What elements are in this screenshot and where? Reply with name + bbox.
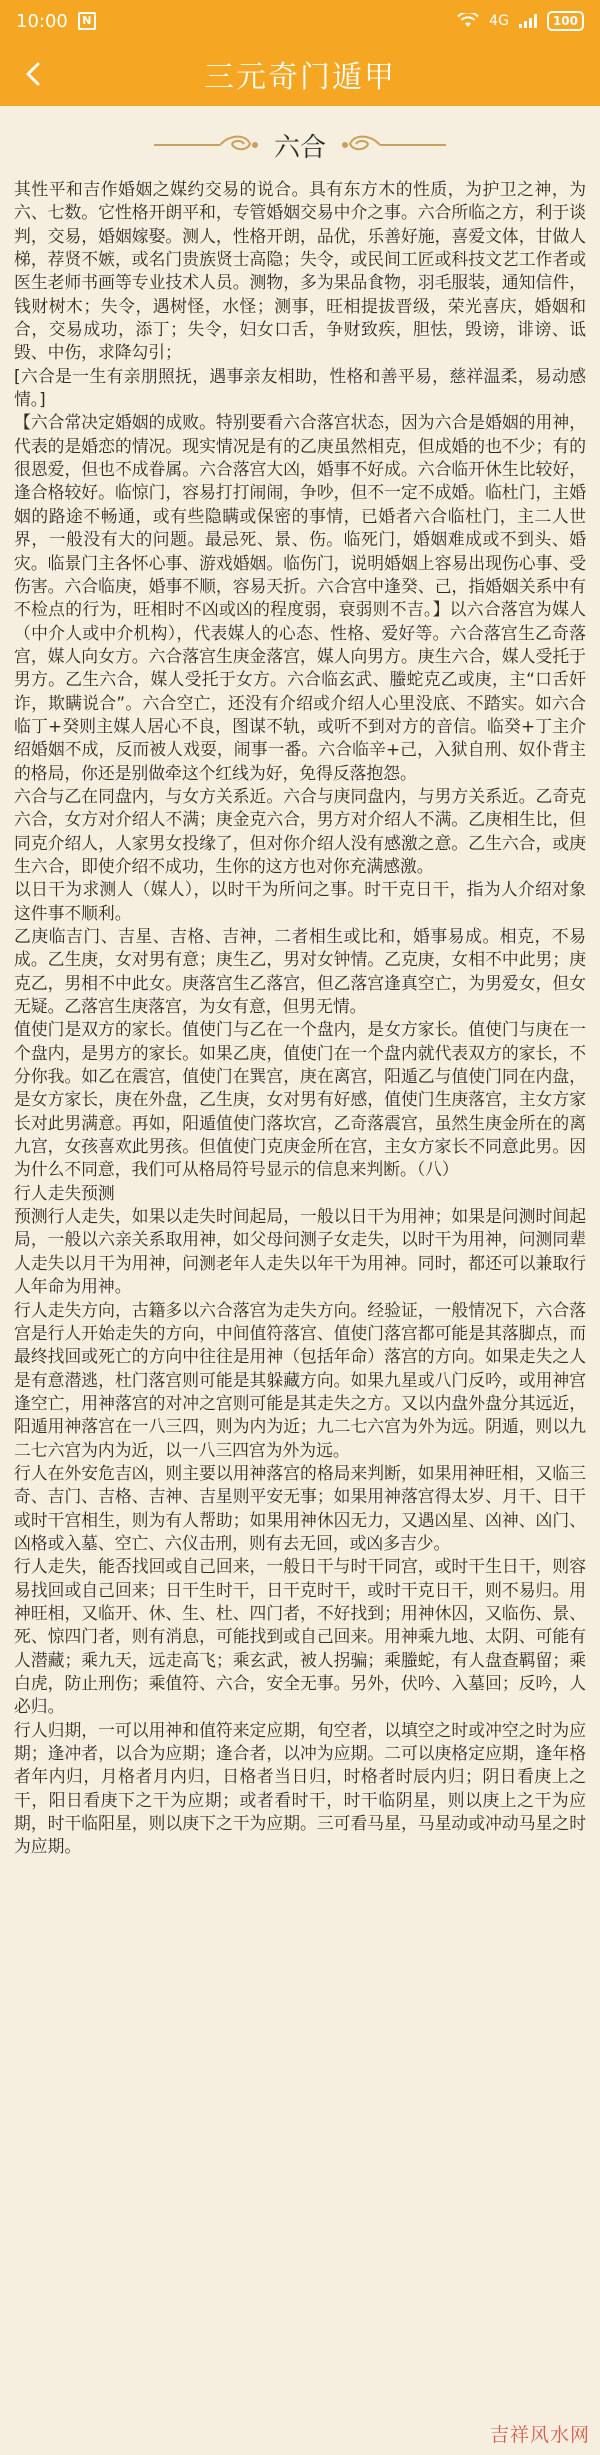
paragraph: 行人走失方向，古籍多以六合落宫为走失方向。经验证，一般情况下，六合落宫是行人开始走失的方向，中间值符落宫、值使门落宫都可能是其落脚点，而最终找回或死亡的方向中往往是用神（包括年命）落宫的方向。如果走失之人是有意潜逃，杜门落宫则可能是其躲藏方向。如果九星或八门反吟，或用神宫逢空亡，用神落宫的对冲之宫则可能是其走失之方。又以内盘外盘分其远近，阳遁用神落宫在一八三四，则为内为近；九二七六宫为外为远。阴遁，则以九二七六宫为内为近，以一八三四宫为外为远。 [14, 1299, 586, 1460]
status-left [16, 11, 96, 32]
signal-label: 4G [489, 13, 509, 29]
nfc-icon: N [78, 12, 96, 30]
signal-strength-icon [519, 14, 537, 28]
paragraph: 行人走失预测 [14, 1182, 115, 1203]
paragraph: 其性平和吉作婚姻之媒约交易的说合。具有东方木的性质，为护卫之神，为六、七数。它性格开朗平和，专管婚姻交易中介之事。六合所临之方，利于谈判，交易，婚姻嫁娶。测人，性格开朗，品优，乐善好施，喜爱文体，甘做人梯，荐贤不嫉，或名门贵族贤士高隐；失令，或民间工匠或科技文艺工作者或医生老师书画等专业技术人员。测物，多为果品食物，羽毛服装，通知信件，钱财树木；失令，遇树怪，水怪；测事，旺相提拔晋级，荣光喜庆，婚姻和合，交易成功，添丁；失令，妇女口舌，争财致疾，胆怯，毁谤，诽谤、诋毁、中伤，求降勾引； [14, 179, 586, 363]
chevron-left-icon [21, 61, 47, 87]
paragraph: [六合是一生有亲朋照抚，遇事亲友相助，性格和善平易，慈祥温柔，易动感情。] [14, 365, 586, 410]
watermark: 吉祥风水网 [489, 2424, 590, 2446]
status-bar [0, 0, 600, 42]
paragraph: 乙庚临吉门、吉星、吉格、吉神，二者相生或比和，婚事易成。相克，不易成。乙生庚，女对男有意；庚生乙，男对女钟情。乙克庚，女相不中此男；庚克乙，男相不中此女。庚落宫生乙落宫，但乙落宫逢真空亡，为男爱女，但女无疑。乙落宫生庚落宫，为女有意，但男无情。 [14, 926, 586, 1017]
right-ornament-icon [340, 132, 450, 158]
status-right [457, 11, 584, 31]
paragraph: 值使门是双方的家长。值使门与乙在一个盘内，是女方家长。值使门与庚在一个盘内，是男方的家长。如果乙庚，值使门在一个盘内就代表双方的家长，不分你我。如乙在震宫，值使门在巽宫，庚在离宫，阳遁乙与值使门同在内盘，是女方家长，庚在外盘，乙生庚，女对男有好感，值使门生庚落宫，主女方家长对此男满意。再如，阳遁值使门落坎宫，乙奇落震宫，虽然生庚金所在的离九宫，女孩喜欢此男孩。但值使门克庚金所在宫，主女方家长不同意此男。因为什么不同意，我们可从格局符号显示的信息来判断。（八） [14, 1019, 586, 1180]
paragraph: 以日干为求测人（媒人），以时干为所问之事。时干克日干，指为人介绍对象这件事不顺利。 [14, 879, 586, 923]
paragraph: 预测行人走失，如果以走失时间起局，一般以日干为用神；如果是问测时间起局，一般以六亲关系取用神，如父母问测子女走失，以时干为用神，问测同辈人走失以月干为用神，问测老年人走失以年干为用神。同时，都还可以兼取行人年命为用神。 [14, 1206, 586, 1297]
article-body [0, 174, 600, 1859]
paragraph: 行人走失，能否找回或自己回来，一般日干与时干同宫，或时干生日干，则容易找回或自己回来；日干生时干，日干克时干，或时干克日干，则不易归。用神旺相，又临开、休、生、杜、四门者，不好找到；用神休囚，又临伤、景、死、惊四门者，则有消息，可能找到或自己回来。用神乘九地、太阴、可能有人潜藏；乘九天，远走高飞；乘玄武，被人拐骗；乘螣蛇，有人盘查羁留；乘白虎，防止刑伤；乘值符、六合，安全无事。另外，伏吟、入墓回；反吟，人必归。 [14, 1556, 586, 1717]
wifi-icon [457, 13, 479, 29]
status-time: 10:00 [16, 10, 68, 32]
section-header [0, 116, 600, 174]
left-ornament-icon [150, 132, 260, 158]
page-title: 三元奇门遁甲 [204, 60, 396, 95]
battery-icon: 100 [547, 11, 584, 31]
back-button[interactable] [12, 52, 56, 96]
paragraph: 六合与乙在同盘内，与女方关系近。六合与庚同盘内，与男方关系近。乙奇克六合，女方对介绍人不满；庚金克六合，男方对介绍人不满。乙庚相生比，但同克介绍人，人家男女投缘了，但对你介绍人没有感激之意。乙生六合，或庚生六合，即使介绍不成功，生你的这方也对你充满感激。 [14, 785, 586, 876]
paragraph: 行人在外安危吉凶，则主要以用神落宫的格局来判断，如果用神旺相，又临三奇、吉门、吉格、吉神、吉星则平安无事；如果用神落宫得太岁、月干、日干或时干宫相生，则为有人帮助；如果用神休囚无力，又遇凶星、凶神、凶门、凶格或入墓、空亡、六仪击刑，则有去无回，或凶多吉少。 [14, 1462, 586, 1553]
section-title: 六合 [273, 132, 326, 163]
app-bar [0, 42, 600, 106]
paragraph: 行人归期，一可以用神和值符来定应期，旬空者，以填空之时或冲空之时为应期；逢冲者，以合为应期；逢合者，以冲为应期。二可以庚格定应期，逢年格者年内归，月格者月内归，日格者当日归，时格者时辰内归；阴日看庚上之干，阳日看庚下之干为应期；或者看时干，时干临阴星，则以庚上之干为应期，时干临阳星，则以庚下之干为应期。三可看马星，马星动或冲动马星之时为应期。 [14, 1719, 586, 1857]
paragraph: 【六合常决定婚姻的成败。特别要看六合落宫状态，因为六合是婚姻的用神，代表的是婚恋的情况。现实情况是有的乙庚虽然相克，但成婚的也不少；有的很恩爱，但也不成眷属。六合落宫大凶，婚事不好成。六合临开休生比较好，逢合格较好。临惊门，容易打打闹闹，争吵，但不一定不成婚。临杜门，主婚姻的路途不畅通，或有些隐瞒或保密的事情，已婚者六合临杜门，主二人世界，一般没有大的问题。最忌死、景、伤。临死门，婚姻难成或不到头、婚灾。临景门主各怀心事、游戏婚姻。临伤门，说明婚姻上容易出现伤心事、受伤害。六合临庚，婚事不顺，容易天折。六合宫中逢癸、己，指婚姻关系中有不检点的行为，旺相时不凶或凶的程度弱，衰弱则不吉。】以六合落宫为媒人（中介人或中介机构），代表媒人的心态、性格、爱好等。六合落宫生乙奇落宫，媒人向女方。六合落宫生庚金落宫，媒人向男方。庚生六合，媒人受托于男方。乙生六合，媒人受托于女方。六合临玄武、螣蛇克乙或庚，主“口舌奸诈，欺瞒说合”。六合空亡，还没有介绍或介绍人心里没底、不踏实。如六合临丁+癸则主媒人居心不良，图谋不轨，或听不到对方的音信。临癸+丁主介绍婚姻不成，反而被人戏耍，闹事一番。六合临辛+己，入狱自刑、奴仆背主的格局，你还是别做牵这个红线为好，免得反落抱怨。 [14, 412, 586, 783]
